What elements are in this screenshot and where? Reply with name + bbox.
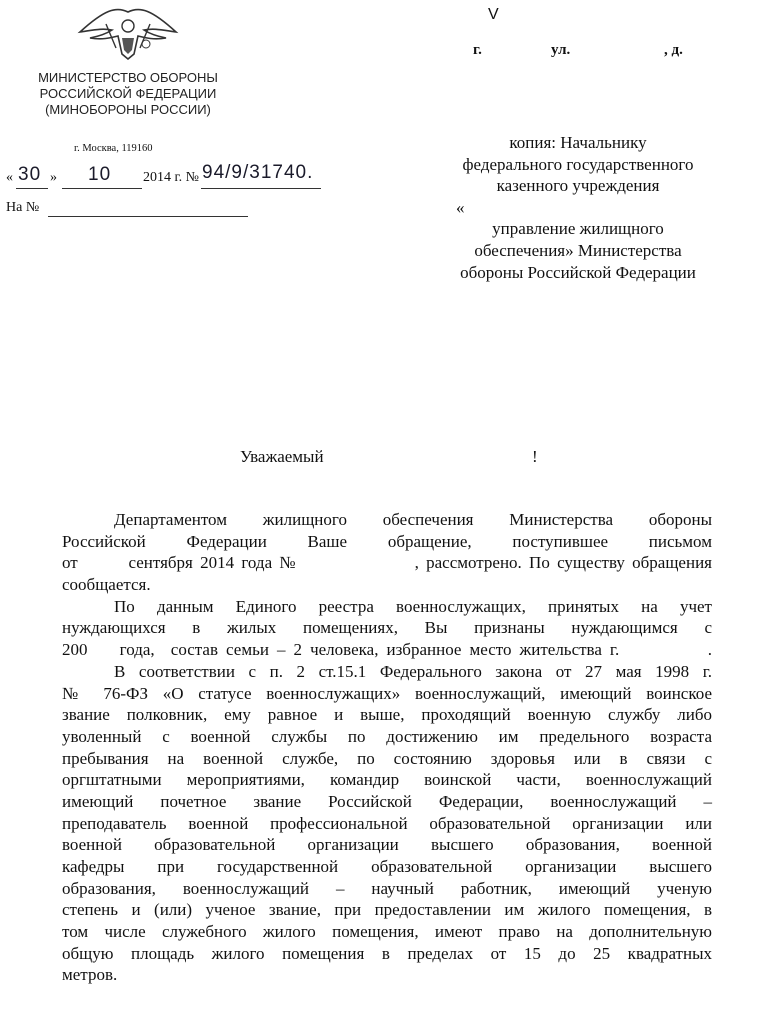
org-line: РОССИЙСКОЙ ФЕДЕРАЦИИ [39,86,217,101]
body-line: уволенный с военной службы по достижению им предельного возраста [62,726,712,746]
copy-line: обеспечения» Министерства [474,240,682,260]
body-line: пребывания на военной службе, по состоянию здоровья или в связи с [62,748,712,768]
body-line: 200 года, состав семьи – 2 человека, избранное место жительства г. . [62,640,712,660]
body-line: преподаватель военной профессиональной образовательной организации или [62,813,712,833]
copy-line: обороны Российской Федерации [460,262,696,282]
body-line: По данным Единого реестра военнослужащих, принятых на учет [114,596,712,616]
body-line: сообщается. [62,575,151,595]
copy-line: управление жилищного [492,219,664,239]
org-line: МИНИСТЕРСТВО ОБОРОНЫ [38,70,218,85]
copy-line: « [456,197,465,217]
letter-body [62,509,712,986]
body-line: образования, военнослужащий – научный работник, имеющий ученую [62,878,712,898]
double-headed-eagle-emblem-icon [76,4,180,60]
body-line: военной образовательной организации высшего образования, военной [62,835,712,855]
body-line: кафедры при государственной образовательной организации высшего [62,857,712,876]
reply-to-line [6,200,39,216]
body-line: степень и (или) ученое звание, при предоставлении им жилого помещения, в [62,900,712,920]
body-line: оргштатными мероприятиями, командир воинской части, военнослужащий [62,770,712,790]
copy-line: федерального государственного [462,154,694,174]
addressee-city: г. [473,42,482,58]
body-line: имеющий почетное звание Российской Федерации, военнослужащий – [62,791,712,811]
body-line: Российской Федерации Ваше обращение, поступившее письмом [62,531,712,551]
body-line: том числе служебного жилого помещения, имеют право на дополнительную [62,922,712,942]
body-line: В соответствии с п. 2 ст.15.1 Федерального закона от 27 мая 1998 г. [114,661,712,681]
body-line: от сентября 2014 года № , рассмотрено. По существу обращения [62,553,712,573]
body-line: звание полковник, ему равное и выше, проходящий военную службу либо [62,705,712,725]
date-year: 2014 г. № [143,170,200,185]
sender-organization [18,70,238,118]
org-line: (МИНОБОРОНЫ РОССИИ) [45,102,211,117]
addressee-house: , д. [664,42,683,58]
body-line: нуждающихся в жилых помещениях, Вы признаны нуждающимся с [62,618,712,638]
sender-city: г. Москва, 119160 [74,143,153,154]
date-line: « 30 » 10 2014 г. № 94/9/31740. [6,170,13,186]
salutation-exclamation: ! [532,447,538,466]
registration-number: 94/9/31740. [202,162,314,183]
body-line: Департаментом жилищного обеспечения Министерства обороны [114,510,712,529]
date-day: 30 [18,164,42,185]
body-line: метров. [62,965,118,985]
reply-to-label: На № [6,200,40,215]
check-mark: V [488,6,499,23]
body-line: № 76-ФЗ «О статусе военнослужащих» военнослужащий, имеющий воинское [62,683,712,703]
copy-line: казенного учреждения [496,176,660,196]
salutation: Уважаемый [240,447,324,466]
copy-recipient-block [430,132,726,283]
addressee-street: ул. [551,42,571,58]
copy-line: копия: Начальнику [509,133,647,152]
body-line: общую площадь жилого помещения в пределах от 15 до 25 квадратных [62,943,712,963]
date-month: 10 [88,164,112,185]
